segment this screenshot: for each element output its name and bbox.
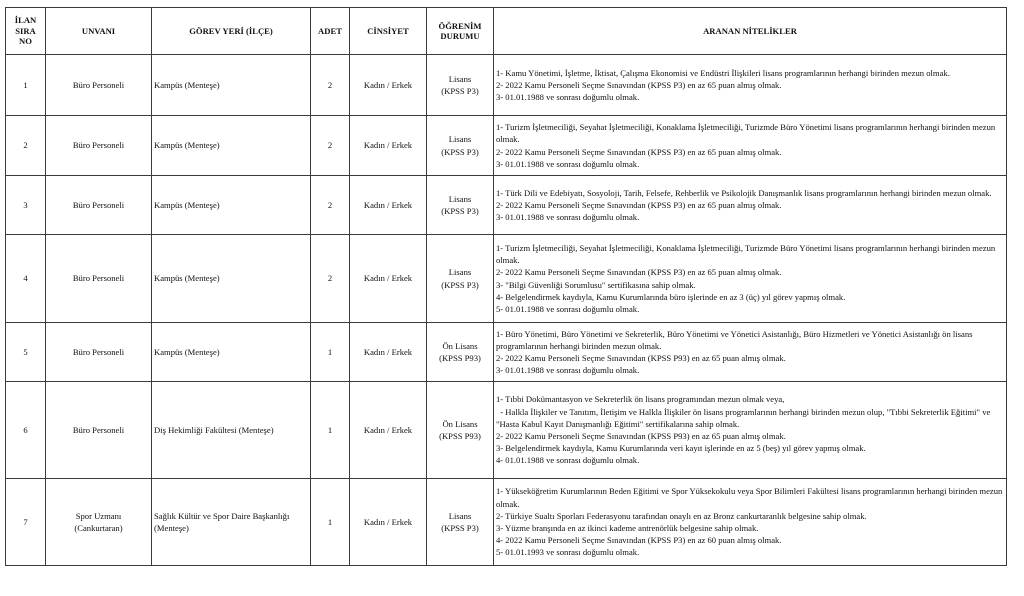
education-line: (KPSS P93)	[439, 353, 481, 363]
header-row	[6, 8, 1007, 55]
education-line: Lisans	[448, 267, 472, 278]
education-level	[427, 382, 494, 479]
requirement-item: 3- Yüzme branşında en az ikinci kademe antrenörlük belgesine sahip olmak.	[496, 523, 759, 533]
requirement-item: 1- Büro Yönetimi, Büro Yönetimi ve Sekreterlik, Büro Yönetimi ve Yönetici Asistanlığı, Büro Hizmetleri ve Yönetici Asistanlığı ön lisans programlarının herhangi birinden mezun olmak.	[496, 328, 973, 351]
requirement-item: 2- 2022 Kamu Personeli Seçme Sınavından (KPSS P3) en az 65 puan almış olmak.	[496, 79, 782, 90]
header-listing-no	[6, 8, 46, 55]
header-education	[427, 8, 494, 55]
education-level	[427, 176, 494, 235]
requirement-item: 2- Türkiye Sualtı Sporları Federasyonu tarafından onaylı en az Bronz cankurtaranlık belgesine sahip olmak.	[496, 510, 867, 521]
position-count: 1	[311, 382, 350, 479]
position-title-line: Büro Personeli	[72, 346, 125, 357]
requirement-item: 3- 01.01.1988 ve sonrası doğumlu olmak.	[496, 365, 640, 376]
table-row	[6, 382, 1007, 479]
education-level	[427, 323, 494, 382]
listing-no: 2	[6, 116, 46, 176]
table-row	[6, 55, 1007, 116]
duty-location: Kampüs (Menteşe)	[152, 235, 311, 323]
requirement-item: 2- 2022 Kamu Personeli Seçme Sınavından (KPSS P3) en az 65 puan almış olmak.	[496, 267, 782, 278]
duty-location: Sağlık Kültür ve Spor Daire Başkanlığı (Menteşe)	[152, 479, 311, 566]
position-count: 1	[311, 479, 350, 566]
education-line: (KPSS P3)	[441, 86, 479, 96]
requirement-item: 3- 01.01.1988 ve sonrası doğumlu olmak.	[496, 158, 640, 169]
requirement-item: - Halkla İlişkiler ve Tanıtım, İletişim ve Halkla İlişkiler ön lisans programlarının herhangi birinden mezun olup, "Tıbbi Sekreterlik Eğitimi" ve "Hasta Kabul Kayıt Danışmanlığı Eğitimi" sertifikalarına sahip olmak.	[496, 406, 991, 429]
education-level	[427, 55, 494, 116]
education-line: Lisans	[448, 73, 472, 84]
listing-no: 5	[6, 323, 46, 382]
position-title	[46, 55, 152, 116]
requirement-item: 4- 01.01.1988 ve sonrası doğumlu olmak.	[496, 455, 640, 466]
position-count: 2	[311, 116, 350, 176]
requirement-item: 3- 01.01.1988 ve sonrası doğumlu olmak.	[496, 212, 640, 223]
requirements	[494, 323, 1007, 382]
listing-no: 7	[6, 479, 46, 566]
position-title	[46, 382, 152, 479]
education-line: (KPSS P3)	[441, 206, 479, 216]
education-line: Ön Lisans	[442, 340, 478, 351]
requirements	[494, 176, 1007, 235]
position-title-line: Spor Uzmanı	[75, 510, 122, 521]
position-title-line: Büro Personeli	[72, 199, 125, 210]
gender: Kadın / Erkek	[350, 382, 427, 479]
position-title	[46, 176, 152, 235]
duty-location: Kampüs (Menteşe)	[152, 323, 311, 382]
header-education-line: ÖĞRENİM	[438, 20, 482, 31]
requirement-item: 1- Turizm İşletmeciliği, Seyahat İşletmeciliği, Konaklama İşletmeciliği, Turizmde Büro Yönetimi lisans programlarının herhangi birinden mezun olmak.	[496, 122, 996, 145]
gender: Kadın / Erkek	[350, 176, 427, 235]
table-row	[6, 176, 1007, 235]
requirement-item: 5- 01.01.1988 ve sonrası doğumlu olmak.	[496, 303, 640, 314]
requirements	[494, 116, 1007, 176]
requirements	[494, 235, 1007, 323]
position-count: 2	[311, 235, 350, 323]
requirement-item: 5- 01.01.1993 ve sonrası doğumlu olmak.	[496, 547, 640, 558]
education-line: (KPSS P3)	[441, 146, 479, 157]
listing-no: 6	[6, 382, 46, 479]
requirements	[494, 382, 1007, 479]
position-title-line: (Cankurtaran)	[74, 523, 123, 533]
listing-no: 1	[6, 55, 46, 116]
position-count: 1	[311, 323, 350, 382]
requirement-item: 4- Belgelendirmek kaydıyla, Kamu Kurumlarında büro işlerinde en az 3 (üç) yıl görev yapmış olmak.	[496, 291, 846, 302]
position-title-line: Büro Personeli	[72, 140, 125, 151]
gender: Kadın / Erkek	[350, 235, 427, 323]
requirement-item: 1- Türk Dili ve Edebiyatı, Sosyoloji, Tarih, Felsefe, Rehberlik ve Psikolojik Danışmanlık lisans programlarının herhangi birinden mezun olmak.	[496, 187, 992, 198]
education-line: (KPSS P93)	[439, 431, 481, 441]
position-title-line: Büro Personeli	[72, 273, 125, 284]
header-no-line: İLAN	[14, 15, 37, 26]
education-line: (KPSS P3)	[441, 279, 479, 290]
gender: Kadın / Erkek	[350, 116, 427, 176]
position-title	[46, 116, 152, 176]
education-level	[427, 116, 494, 176]
listing-no: 3	[6, 176, 46, 235]
gender: Kadın / Erkek	[350, 323, 427, 382]
table-row	[6, 116, 1007, 176]
position-title-line: Büro Personeli	[72, 79, 125, 90]
education-line: Lisans	[448, 134, 472, 145]
requirement-item: 1- Turizm İşletmeciliği, Seyahat İşletmeciliği, Konaklama İşletmeciliği, Turizmde Büro Yönetimi lisans programlarının herhangi birinden mezun olmak.	[496, 242, 996, 266]
requirement-item: 1- Tıbbi Dokümantasyon ve Sekreterlik ön lisans programından mezun olmak veya,	[496, 394, 785, 405]
requirement-item: 1- Yükseköğretim Kurumlarının Beden Eğitimi ve Spor Yüksekokulu veya Spor Bilimleri Fakültesi lisans programlarının herhangi birinden mezun olmak.	[496, 486, 1003, 509]
requirement-item: 3- Belgelendirmek kaydıyla, Kamu Kurumlarında veri kayıt işlerinde en az 5 (beş) yıl görev yapmış olmak.	[496, 443, 866, 454]
position-title	[46, 235, 152, 323]
listing-no: 4	[6, 235, 46, 323]
table-row	[6, 479, 1007, 566]
gender: Kadın / Erkek	[350, 55, 427, 116]
requirements	[494, 55, 1007, 116]
education-line: (KPSS P3)	[441, 523, 479, 533]
header-requirements: ARANAN NİTELİKLER	[494, 8, 1007, 55]
education-line: Ön Lisans	[442, 418, 478, 429]
education-line: Lisans	[448, 193, 472, 204]
education-level	[427, 235, 494, 323]
table-row	[6, 323, 1007, 382]
requirements	[494, 479, 1007, 566]
requirement-item: 2- 2022 Kamu Personeli Seçme Sınavından (KPSS P3) en az 65 puan almış olmak.	[496, 146, 782, 157]
header-count: ADET	[311, 8, 350, 55]
gender: Kadın / Erkek	[350, 479, 427, 566]
duty-location: Kampüs (Menteşe)	[152, 55, 311, 116]
position-title	[46, 323, 152, 382]
requirement-item: 2- 2022 Kamu Personeli Seçme Sınavından (KPSS P93) en az 65 puan almış olmak.	[496, 353, 786, 363]
education-line: Lisans	[448, 510, 472, 521]
job-listing-table	[5, 7, 1007, 566]
header-education-line: DURUMU	[440, 31, 480, 41]
header-title: UNVANI	[46, 8, 152, 55]
header-gender: CİNSİYET	[350, 8, 427, 55]
duty-location: Kampüs (Menteşe)	[152, 116, 311, 176]
duty-location: Diş Hekimliği Fakültesi (Menteşe)	[152, 382, 311, 479]
requirement-item: 2- 2022 Kamu Personeli Seçme Sınavından (KPSS P93) en az 65 puan almış olmak.	[496, 431, 786, 441]
position-title	[46, 479, 152, 566]
requirement-item: 2- 2022 Kamu Personeli Seçme Sınavından (KPSS P3) en az 65 puan almış olmak.	[496, 199, 782, 210]
requirement-item: 4- 2022 Kamu Personeli Seçme Sınavından (KPSS P3) en az 60 puan almış olmak.	[496, 535, 782, 546]
requirement-item: 3- "Bilgi Güvenliği Sorumlusu" sertifikasına sahip olmak.	[496, 279, 696, 290]
requirement-item: 3- 01.01.1988 ve sonrası doğumlu olmak.	[496, 92, 640, 103]
position-title-line: Büro Personeli	[72, 424, 125, 435]
header-no-line: SIRA	[15, 25, 36, 36]
position-count: 2	[311, 55, 350, 116]
requirement-item: 1- Kamu Yönetimi, İşletme, İktisat, Çalışma Ekonomisi ve Endüstri İlişkileri lisans programlarının herhangi birinden mezun olmak.	[496, 67, 950, 78]
education-level	[427, 479, 494, 566]
header-no-line: NO	[19, 36, 32, 47]
duty-location: Kampüs (Menteşe)	[152, 176, 311, 235]
table-row	[6, 235, 1007, 323]
position-count: 2	[311, 176, 350, 235]
header-place: GÖREV YERİ (İLÇE)	[152, 8, 311, 55]
